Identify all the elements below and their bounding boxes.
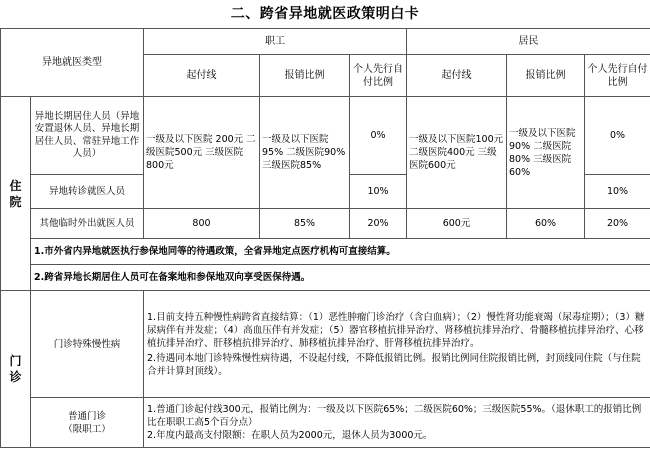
emp-selfpay-other: 20% [350, 209, 407, 239]
inpatient-char-2: 院 [9, 194, 22, 209]
general-outpatient-label [31, 398, 144, 448]
emp-threshold-other: 800 [144, 209, 260, 239]
res-selfpay-other: 20% [585, 209, 650, 239]
res-ratio-header: 报销比例 [507, 55, 585, 97]
emp-ratio-tiers: 一级及以下医院 95% 二级医院90% 三级医院85% [260, 97, 350, 209]
general-label-line-2: （限职工） [63, 423, 111, 435]
emp-threshold-tiers: 一级及以下医院 200元 二级医院500元 三级医院800元 [144, 97, 260, 209]
emp-selfpay-transfer: 10% [350, 175, 407, 209]
chronic-text-2: 2.待遇同本地门诊特殊慢性病待遇，不设起付线，不降低报销比例。报销比例同住院报销比例，封顶线同住院（与住院合并计算封顶线）。 [147, 352, 641, 377]
general-label-line-1: 普通门诊 [67, 410, 106, 422]
other-temporary-label: 其他临时外出就医人员 [31, 209, 144, 239]
res-ratio-tiers: 一级及以下医院90% 二级医院80% 三级医院60% [507, 97, 585, 209]
res-selfpay-transfer: 10% [585, 175, 650, 209]
emp-ratio-header: 报销比例 [260, 55, 350, 97]
outpatient-char-2: 诊 [9, 370, 22, 384]
general-text-2: 2.年度内最高支付限额：在职人员为2000元，退休人员为3000元。 [147, 430, 433, 441]
res-selfpay-header: 个人先行自付比例 [585, 55, 650, 97]
inpatient-note-2: 2.跨省异地长期居住人员可在备案地和参保地双向享受医保待遇。 [31, 265, 650, 291]
res-threshold-tiers: 一级及以下医院100元 二级医院400元 三级医院600元 [407, 97, 507, 209]
chronic-text-1: 1.目前支持五种慢性病跨省直接结算：（1）恶性肿瘤门诊治疗（含白血病）；（2）慢性肾功能衰竭（尿毒症期）；（3）糖尿病伴有并发症；（4）高血压伴有并发症；（5）器官移植抗排异治疗、肾移植抗排异治疗、骨髓移植抗排异治疗、心移植抗排异治疗、肝移植抗排异治疗、肺移植抗排异治疗、肝肾移植抗排异治疗。 [147, 311, 645, 349]
inpatient-char-1: 住 [9, 178, 22, 193]
outpatient-char-1: 门 [9, 354, 22, 368]
transfer-patients-label: 异地转诊就医人员 [31, 175, 144, 209]
outpatient-section [1, 291, 31, 448]
page-title: 二、跨省异地就医政策明白卡 [230, 6, 420, 22]
type-header: 异地就医类型 [1, 29, 144, 97]
emp-selfpay-long-term: 0% [350, 97, 407, 175]
employee-header: 职工 [144, 29, 407, 55]
resident-header: 居民 [407, 29, 650, 55]
res-selfpay-long-term: 0% [585, 97, 650, 175]
inpatient-section [1, 97, 31, 291]
long-term-residents-label: 异地长期居住人员（异地安置退休人员、异地长期居住人员、常驻异地工作人员） [31, 97, 144, 175]
res-ratio-other: 60% [507, 209, 585, 239]
inpatient-note-1: 1.市外省内异地就医执行参保地同等的待遇政策，全省异地定点医疗机构可直接结算。 [31, 239, 650, 265]
general-text-1: 1.普通门诊起付线300元，报销比例为：一级及以下医院65%；二级医院60%；三级医院55%。（退休职工的报销比例比在职职工高5个百分点） [147, 404, 642, 428]
res-threshold-header: 起付线 [407, 55, 507, 97]
policy-table [0, 28, 650, 448]
emp-selfpay-header: 个人先行自付比例 [350, 55, 407, 97]
res-threshold-other: 600元 [407, 209, 507, 239]
emp-ratio-other: 85% [260, 209, 350, 239]
emp-threshold-header: 起付线 [144, 55, 260, 97]
general-outpatient-details [144, 398, 650, 448]
chronic-disease-details [144, 291, 650, 398]
chronic-disease-label: 门诊特殊慢性病 [31, 291, 144, 398]
